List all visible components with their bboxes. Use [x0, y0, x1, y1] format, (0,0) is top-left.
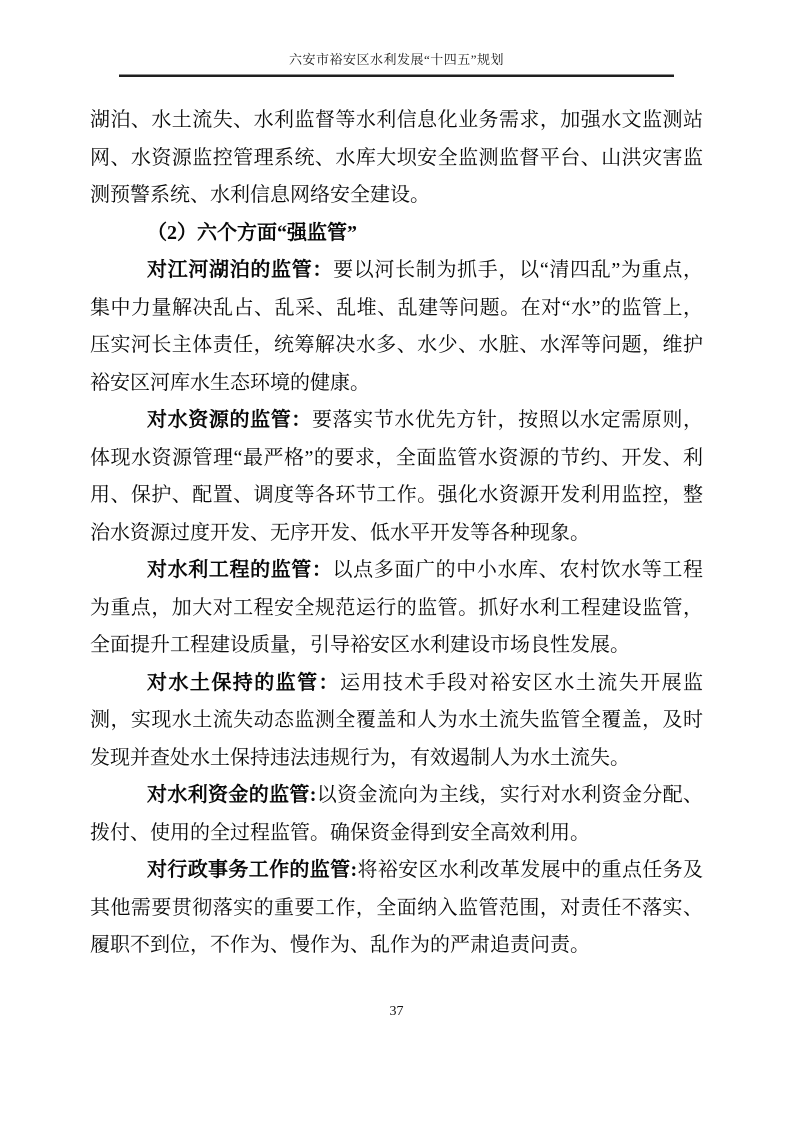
- paragraph-lead: 对水资源的监管：: [147, 409, 312, 431]
- page-header: [0, 0, 793, 77]
- paragraph-lead: 对水利资金的监管:: [147, 784, 317, 806]
- paragraph-text: 以资金流向为主线，实行对水利资金分配、拨付、使用的全过程监管。确保资金得到安全高效利用。: [90, 784, 704, 844]
- paragraph-lead: 对水土保持的监管：: [147, 671, 340, 694]
- paragraph-text: 运用技术手段对裕安区水土流失开展监测，实现水土流失动态监测全覆盖和人为水土流失监管全覆盖，及时发现并查处水土保持违法违规行为，有效遏制人为水土流失。: [90, 671, 704, 769]
- page-number: 37: [389, 1004, 404, 1019]
- paragraph-water-resources: [90, 402, 703, 552]
- paragraph-lead: 对水利工程的监管：: [147, 559, 333, 581]
- paragraph-text: 要以河长制为抓手，以“清四乱”为重点，集中力量解决乱占、乱采、乱堆、乱建等问题。在对“水”的监管上，压实河长主体责任，统筹解决水多、水少、水脏、水浑等问题，维护裕安区河库水生态环境的健康。: [90, 259, 703, 394]
- header-rule: [119, 74, 674, 77]
- paragraph-rivers-lakes: [90, 252, 703, 402]
- paragraph-water-funds: [90, 777, 703, 852]
- paragraph-lead: 对江河湖泊的监管：: [147, 259, 334, 281]
- section-heading: （2）六个方面“强监管”: [147, 221, 357, 244]
- document-body: [90, 102, 703, 965]
- header-title: 六安市裕安区水利发展“十四五”规划: [288, 52, 505, 67]
- paragraph-water-projects: [90, 552, 703, 665]
- page-footer: [0, 1003, 793, 1021]
- paragraph-text: 以点多面广的中小水库、农村饮水等工程为重点，加大对工程安全规范运行的监管。抓好水利工程建设监管，全面提升工程建设质量，引导裕安区水利建设市场良性发展。: [90, 559, 704, 656]
- paragraph-soil-conservation: [90, 665, 703, 778]
- paragraph-administrative-affairs: [90, 852, 703, 965]
- paragraph-intro: 湖泊、水土流失、水利监督等水利信息化业务需求，加强水文监测站网、水资源监控管理系统、水库大坝安全监测监督平台、山洪灾害监测预警系统、水利信息网络安全建设。: [90, 109, 703, 206]
- paragraph-lead: 对行政事务工作的监管:: [147, 859, 358, 881]
- paragraph-text: 将裕安区水利改革发展中的重点任务及其他需要贯彻落实的重要工作，全面纳入监管范围，对责任不落实、履职不到位，不作为、慢作为、乱作为的严肃追责问责。: [90, 859, 703, 956]
- paragraph-text: 要落实节水优先方针，按照以水定需原则，体现水资源管理“最严格”的要求，全面监管水资源的节约、开发、利用、保护、配置、调度等各环节工作。强化水资源开发利用监控，整治水资源过度开发、无序开发、低水平开发等各种现象。: [90, 409, 704, 544]
